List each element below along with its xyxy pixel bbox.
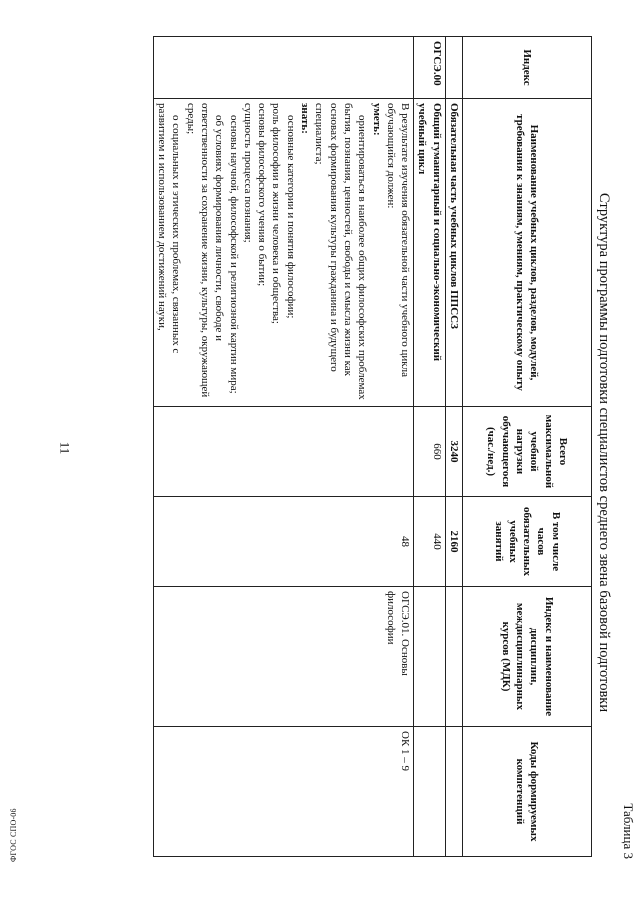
header-max-load: Всего максимальной учебной нагрузки обучающегося (час./нед.) [463,407,592,497]
cell-codes [445,727,462,857]
detail-knowledge: основные категории и понятия философии; [284,115,297,319]
detail-intro: В результате изучения обязательной части учебного цикла обучающийся должен: [384,103,412,377]
footer-code: ФГОС СПО-06 [9,808,18,862]
cell-detail-codes: ОК 1 – 9 [153,727,413,857]
table-label: Таблица 3 [621,803,636,859]
cell-mandatory-max: 3240 [445,407,462,497]
header-name: Наименование учебных циклов, разделов, модулей, требования к знаниям, умениям, практическому опыту [463,99,592,407]
document-title: Структура программы подготовки специалистов среднего звена базовой подготовки [596,192,612,713]
table-row [414,37,446,857]
cell-detail-max [153,407,413,497]
header-row [463,37,592,857]
header-obligatory: В том числе часов обязательных учебных занятий [463,497,592,587]
cell-detail-mdk: ОГСЭ.01. Основы философии [153,587,413,727]
cell-detail-requirements [153,99,413,407]
header-codes: Коды формируемых компетенций [463,727,592,857]
detail-knowledge: об условиях формирования личности, свободе и ответственности за сохранение жизни, культуры, окружающей среды; [184,103,226,398]
detail-skills-heading: уметь: [370,103,383,136]
detail-skill: ориентироваться в наиболее общих философских проблемах бытия, познания, ценностей, свободы и смысла жизни как основах формирования культуры гражданина и будущего специалиста; [313,103,369,400]
cell-mdk [414,587,446,727]
page-number: 11 [57,441,73,455]
cell-detail-obligatory: 48 [153,497,413,587]
cell-codes [414,727,446,857]
table-row [153,37,413,857]
table-row [445,37,462,857]
cell-mandatory-obligatory: 2160 [445,497,462,587]
detail-knowledge-heading: знать: [299,103,312,134]
cell-ogse-name: Общий гуманитарный и социально-экономический учебный цикл [414,99,446,407]
cell-ogse-index: ОГСЭ.00 [414,37,446,99]
detail-knowledge: сущность процесса познания; [241,103,254,243]
program-structure-table [153,36,592,857]
cell-index [445,37,462,99]
cell-ogse-obligatory: 440 [414,497,446,587]
cell-ogse-max: 660 [414,407,446,497]
header-index: Индекс [463,37,592,99]
detail-knowledge: основы научной, философской и религиозной картин мира; [227,115,240,394]
detail-knowledge: о социальных и этических проблемах, связанных с развитием и использованием достижений науки, [156,103,183,354]
detail-knowledge: роль философии в жизни человека и общества; [270,103,283,324]
cell-index [153,37,413,99]
header-mdk: Индекс и наименование дисциплин, междисциплинарных курсов (МДК) [463,587,592,727]
cell-mdk [445,587,462,727]
detail-knowledge: основы философского учения о бытии; [256,103,269,287]
cell-mandatory-name: Обязательная часть учебных циклов ППССЗ [445,99,462,407]
